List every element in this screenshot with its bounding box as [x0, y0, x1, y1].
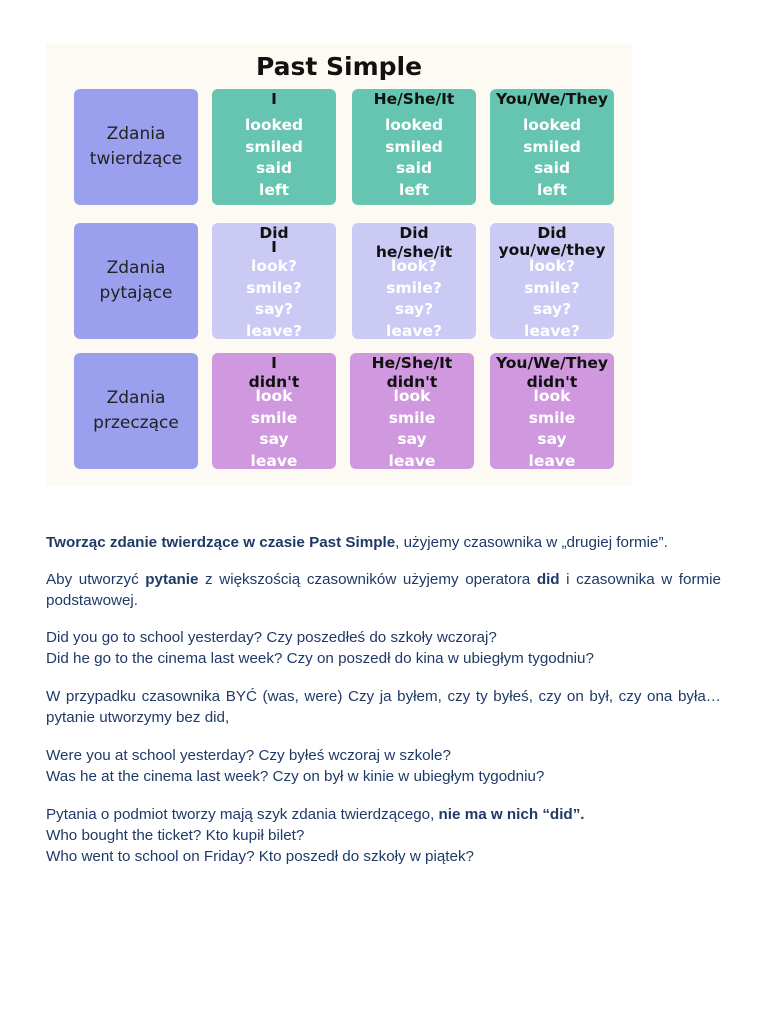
text-span: i czasownika w formie podstawowej. [46, 571, 722, 609]
verb: smile [388, 408, 436, 427]
verb: say [537, 430, 567, 449]
cell-negative-i [212, 353, 336, 469]
paragraph-affirmative-rule [46, 532, 721, 553]
cell-header [212, 354, 336, 392]
cell-header-line: I [271, 354, 277, 372]
cell-header-line: Did [399, 224, 429, 242]
verb: left [259, 181, 289, 200]
verb: look? [251, 257, 297, 275]
figure-title: Past Simple [255, 52, 423, 81]
cell-header-line: he/she/it [375, 243, 453, 261]
bold-phrase: pytanie [145, 571, 199, 588]
cell-header [490, 224, 614, 260]
cell-negative-he [350, 353, 474, 469]
verb: smiled [245, 137, 303, 156]
verb: looked [522, 116, 582, 134]
row-label-line: przeczące [93, 413, 179, 433]
verb: say? [532, 300, 572, 319]
example-line: Was he at the cinema last week? Czy on był w kinie w ubiegłym tygodniu? [46, 768, 545, 785]
example-line: Did you go to school yesterday? Czy poszedłeś do szkoły wczoraj? [46, 629, 497, 646]
cell-header [212, 224, 336, 257]
verb: look? [529, 257, 575, 275]
cell-header [350, 354, 474, 392]
verb: smiled [385, 137, 443, 156]
text-span: , użyjemy czasownika w „drugiej formie”. [395, 534, 668, 551]
verb: look [255, 387, 293, 405]
text-span: W przypadku czasownika BYĆ (was, were) Czy ja byłem, czy ty byłeś, czy on był, czy ona była…pytanie utworzymy bez did, [46, 688, 721, 726]
cell-question-he [352, 223, 476, 339]
verb-list [212, 115, 336, 202]
verb: leave? [246, 322, 302, 339]
bold-phrase: did [536, 571, 560, 588]
cell-header-line: didn't [526, 373, 578, 391]
verb: look? [391, 257, 437, 275]
cell-affirmative-he [352, 89, 476, 205]
verb: smile? [386, 278, 442, 297]
cell-affirmative-you [490, 89, 614, 205]
cell-header-line: Did [537, 224, 567, 242]
verb: leave? [524, 322, 580, 339]
cell-header: I [271, 90, 277, 108]
verb: smiled [523, 137, 581, 156]
bold-phrase: nie ma w nich “did”. [438, 806, 585, 823]
verb-list [352, 256, 476, 339]
verb: smile [528, 408, 576, 427]
cell-header [490, 354, 614, 392]
verb: look [533, 387, 571, 405]
row-label-line: twierdzące [89, 149, 183, 169]
cell-header-line: didn't [248, 373, 300, 391]
row-label-line: Zdania [106, 258, 166, 278]
verb: say? [394, 300, 434, 319]
verb: looked [384, 116, 444, 134]
text-span: Aby utworzyć [46, 571, 146, 588]
verb: left [399, 181, 429, 200]
example-line: Were you at school yesterday? Czy byłeś wczoraj w szkole? [46, 747, 451, 764]
cell-header: He/She/It [373, 90, 455, 108]
text-span: Pytania o podmiot tworzy mają szyk zdania twierdzącego, [46, 806, 439, 823]
paragraph-to-be-rule [46, 686, 721, 728]
row-label-affirmative [74, 89, 198, 205]
row-label-questions [74, 223, 198, 339]
verb: smile? [246, 278, 302, 297]
cell-header-line: You/We/They [495, 354, 609, 372]
paragraph-question-rule [46, 569, 721, 611]
row-label-line: Zdania [106, 388, 166, 408]
verb: looked [244, 116, 304, 134]
example-line: Who went to school on Friday? Kto poszedł do szkoły w piątek? [46, 848, 475, 865]
cell-question-you [490, 223, 614, 339]
cell-question-i [212, 223, 336, 339]
paragraph-question-examples [46, 627, 721, 669]
verb: look [393, 387, 431, 405]
verb-list [352, 115, 476, 202]
bold-phrase: Tworząc zdanie twierdzące w czasie Past Simple [46, 534, 396, 551]
verb-list [212, 386, 336, 469]
cell-header-line: didn't [386, 373, 438, 391]
verb: leave [250, 452, 298, 469]
row-label-line: pytające [99, 283, 173, 303]
verb: said [255, 159, 293, 178]
cell-header-line: He/She/It [371, 354, 453, 372]
verb-list [490, 115, 614, 202]
verb: said [533, 159, 571, 178]
verb: smile [250, 408, 298, 427]
verb: said [395, 159, 433, 178]
verb: leave [388, 452, 436, 469]
verb: say? [254, 300, 294, 319]
cell-negative-you [490, 353, 614, 469]
cell-header [352, 224, 476, 262]
paragraph-subject-questions [46, 804, 721, 867]
row-label-negatives [74, 353, 198, 469]
verb: leave? [386, 322, 442, 339]
verb-list [212, 256, 336, 339]
verb: left [537, 181, 567, 200]
example-line: Who bought the ticket? Kto kupił bilet? [46, 827, 305, 844]
cell-header: You/We/They [495, 90, 609, 108]
verb-list [490, 256, 614, 339]
verb: say [259, 430, 289, 449]
cell-affirmative-i [212, 89, 336, 205]
paragraph-to-be-examples [46, 745, 721, 787]
verb: leave [528, 452, 576, 469]
cell-header-line: you/we/they [498, 241, 606, 259]
verb-list [490, 386, 614, 469]
verb-list [350, 386, 474, 469]
cell-header-line: I [271, 238, 277, 256]
text-span: z większością czasowników użyjemy operatora [198, 571, 537, 588]
past-simple-figure [46, 44, 632, 486]
cell-header-line: Did [259, 224, 289, 242]
row-label-line: Zdania [106, 124, 166, 144]
example-line: Did he go to the cinema last week? Czy on poszedł do kina w ubiegłym tygodniu? [46, 650, 594, 667]
verb: smile? [524, 278, 580, 297]
verb: say [397, 430, 427, 449]
